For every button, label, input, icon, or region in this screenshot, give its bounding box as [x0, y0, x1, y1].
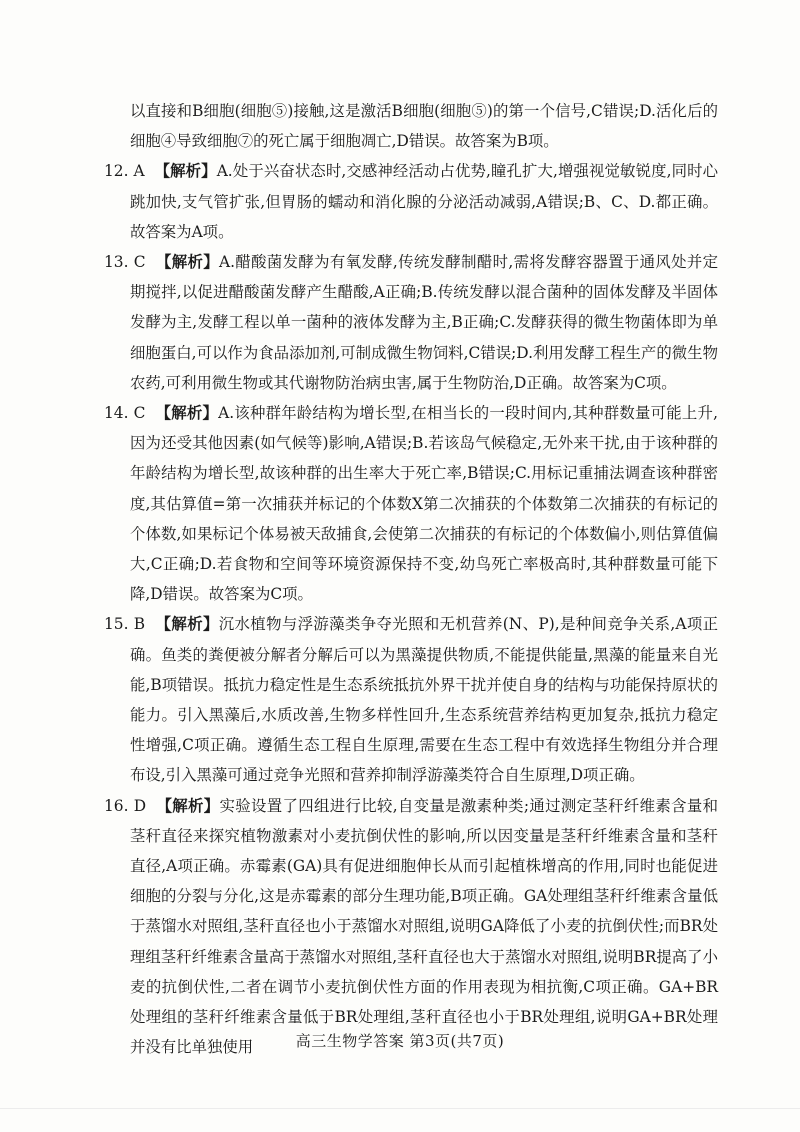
answer-item-14: [104, 398, 718, 609]
answer-content: [104, 96, 718, 1063]
answer-number: 15. B: [104, 615, 146, 634]
analysis-tag: 【解析】: [155, 404, 219, 423]
analysis-tag: 【解析】: [155, 615, 219, 634]
answer-text: A.该种群年龄结构为增长型,在相当长的一段时间内,其种群数量可能上升,因为还受其他因素(如气候等)影响,A错误;B.若该岛气候稳定,无外来干扰,由于该种群的年龄结构为增长型,故该种群的出生率大于死亡率,B错误;C.用标记重捕法调查该种群密度,其估算值=第一次捕获并标记的个体数X第二次捕获的个体数第二次捕获的有标记的个体数,如果标记个体易被天敌捕食,会使第二次捕获的有标记的个体数偏小,则估算值偏大,C正确;D.若食物和空间等环境资源保持不变,幼鸟死亡率极高时,其种群数量可能下降,D错误。故答案为C项。: [130, 404, 718, 604]
answer-text: 沉水植物与浮游藻类争夺光照和无机营养(N、P),是种间竞争关系,A项正确。鱼类的粪便被分解者分解后可以为黑藻提供物质,不能提供能量,黑藻的能量来自光能,B项错误。抵抗力稳定性是生态系统抵抗外界干扰并使自身的结构与功能保持原状的能力。引入黑藻后,水质改善,生物多样性回升,生态系统营养结构更加复杂,抵抗力稳定性增强,C项正确。遵循生态工程自生原理,需要在生态工程中有效选择生物组分并合理布设,引入黑藻可通过竞争光照和营养抑制浮游藻类符合自生原理,D项正确。: [130, 615, 718, 785]
answer-number: 14. C: [104, 404, 146, 423]
answer-item-16: [104, 791, 718, 1063]
answer-item-13: [104, 247, 718, 398]
page-footer: 高三生物学答案 第3页(共7页): [295, 1032, 505, 1050]
analysis-tag: 【解析】: [154, 162, 217, 181]
answer-text: 实验设置了四组进行比较,自变量是激素种类;通过测定茎秆纤维素含量和茎秆直径来探究植物激素对小麦抗倒伏性的影响,所以因变量是茎秆纤维素含量和茎秆直径,A项正确。赤霉素(GA)具有促进细胞伸长从而引起植株增高的作用,同时也能促进细胞的分裂与分化,这是赤霉素的部分生理功能,B项正确。GA处理组茎秆纤维素含量低于蒸馏水对照组,茎秆直径也小于蒸馏水对照组,说明GA降低了小麦的抗倒伏性;而BR处理组茎秆纤维素含量高于蒸馏水对照组,茎秆直径也大于蒸馏水对照组,说明BR提高了小麦的抗倒伏性,二者在调节小麦抗倒伏性方面的作用表现为相抗衡,C项正确。GA+BR处理组的茎秆纤维素含量低于BR处理组,茎秆直径也小于BR处理组,说明GA+BR处理并没有比单独使用: [130, 796, 718, 1057]
page-bottom-edge: [0, 1108, 800, 1109]
answer-number: 12. A: [104, 162, 145, 181]
answer-item-15: [104, 609, 718, 790]
answer-text: A.处于兴奋状态时,交感神经活动占优势,瞳孔扩大,增强视觉敏锐度,同时心跳加快,支气管扩张,但胃肠的蠕动和消化腺的分泌活动减弱,A错误;B、C、D.都正确。故答案为A项。: [130, 162, 718, 241]
analysis-tag: 【解析】: [156, 253, 220, 272]
answer-number: 13. C: [104, 253, 146, 272]
analysis-tag: 【解析】: [156, 796, 220, 815]
answer-text: A.醋酸菌发酵为有氧发酵,传统发酵制醋时,需将发酵容器置于通风处并定期搅拌,以促进醋酸菌发酵产生醋酸,A正确;B.传统发酵以混合菌种的固体发酵及半固体发酵为主,发酵工程以单一菌种的液体发酵为主,B正确;C.发酵获得的微生物菌体即为单细胞蛋白,可以作为食品添加剂,可制成微生物饲料,C错误;D.利用发酵工程生产的微生物农药,可利用微生物或其代谢物防治病虫害,属于生物防治,D正确。故答案为C项。: [130, 253, 718, 392]
continuation-paragraph: 以直接和B细胞(细胞⑤)接触,这是激活B细胞(细胞⑤)的第一个信号,C错误;D.活化后的细胞④导致细胞⑦的死亡属于细胞凋亡,D错误。故答案为B项。: [130, 102, 718, 151]
answer-item-12: [104, 156, 718, 247]
answer-number: 16. D: [104, 796, 147, 815]
